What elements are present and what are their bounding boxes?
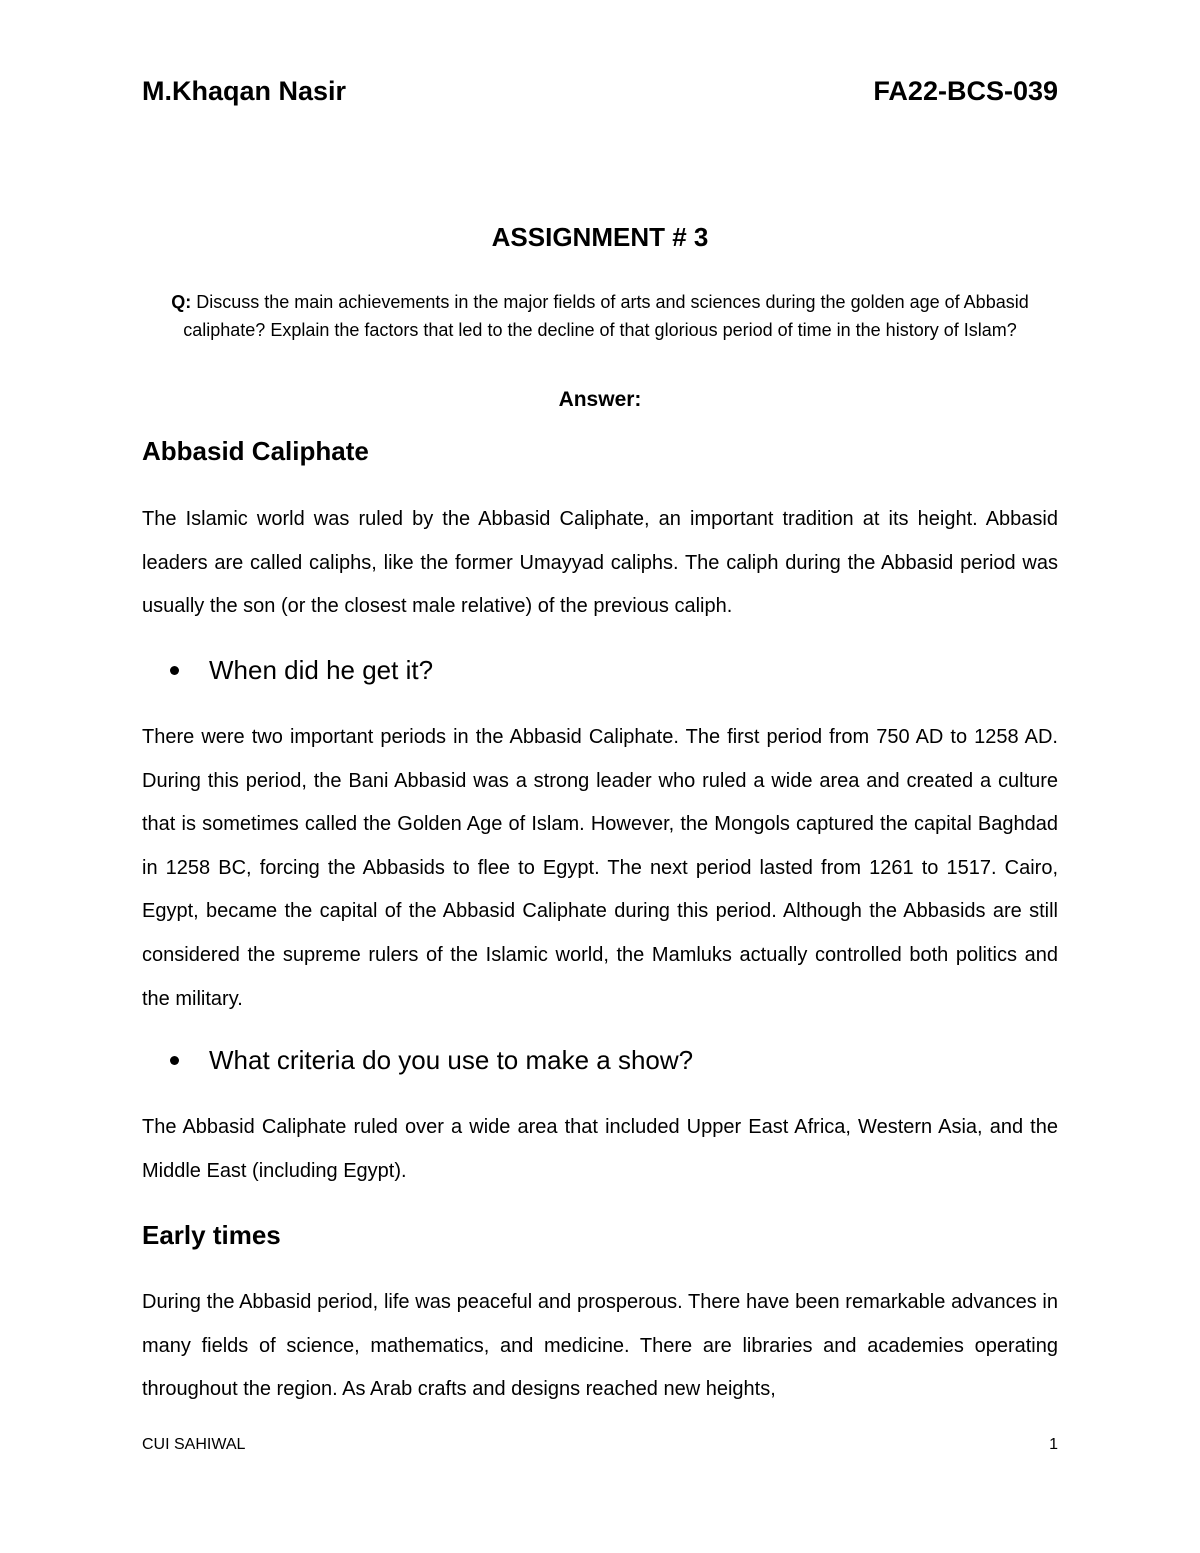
paragraph-area: The Abbasid Caliphate ruled over a wide area that included Upper East Africa, Western Asia, and the Middle East (including Egypt). <box>142 1116 1058 1182</box>
question-prefix: Q: <box>171 292 192 312</box>
bullet-icon <box>170 666 179 675</box>
bullet-icon <box>170 1056 179 1065</box>
heading-early-times: Early times <box>142 1220 281 1250</box>
bullet-item-when <box>170 655 433 686</box>
paragraph-abbasid: The Islamic world was ruled by the Abbasid Caliphate, an important tradition at its height. Abbasid leaders are called caliphs, like the former Umayyad caliphs. The caliph during the Abbasid period was usually the son (or the closest male relative) of the previous caliph. <box>142 508 1058 618</box>
heading-abbasid-caliphate: Abbasid Caliphate <box>142 436 369 466</box>
student-id: FA22-BCS-039 <box>873 76 1058 106</box>
answer-label: Answer: <box>558 388 642 411</box>
author-name: M.Khaqan Nasir <box>142 76 347 106</box>
bullet-text: When did he get it? <box>209 655 434 685</box>
bullet-item-criteria <box>170 1045 693 1076</box>
footer-institution: CUI SAHIWAL <box>142 1436 246 1453</box>
paragraph-periods: There were two important periods in the Abbasid Caliphate. The first period from 750 AD to 1258 AD. During this period, the Bani Abbasid was a strong leader who ruled a wide area and created a culture that is sometimes called the Golden Age of Islam. However, the Mongols captured the capital Baghdad in 1258 BC, forcing the Abbasids to flee to Egypt. The next period lasted from 1261 to 1517. Cairo, Egypt, became the capital of the Abbasid Caliphate during this period. Although the Abbasids are still considered the supreme rulers of the Islamic world, the Mamluks actually controlled both politics and the military. <box>142 726 1058 1010</box>
question-block <box>142 288 1058 344</box>
paragraph-early-times: During the Abbasid period, life was peaceful and prosperous. There have been remarkable advances in many fields of science, mathematics, and medicine. There are libraries and academies operating throughout the region. As Arab crafts and designs reached new heights, <box>142 1291 1058 1401</box>
bullet-text: What criteria do you use to make a show? <box>209 1045 694 1075</box>
page-number: 1 <box>1049 1436 1058 1453</box>
assignment-title: ASSIGNMENT # 3 <box>491 222 709 252</box>
question-text: Discuss the main achievements in the major fields of arts and sciences during the golden age of Abbasid caliphate? Explain the factors that led to the decline of that glorious period of time in the history of Islam? <box>183 292 1029 340</box>
